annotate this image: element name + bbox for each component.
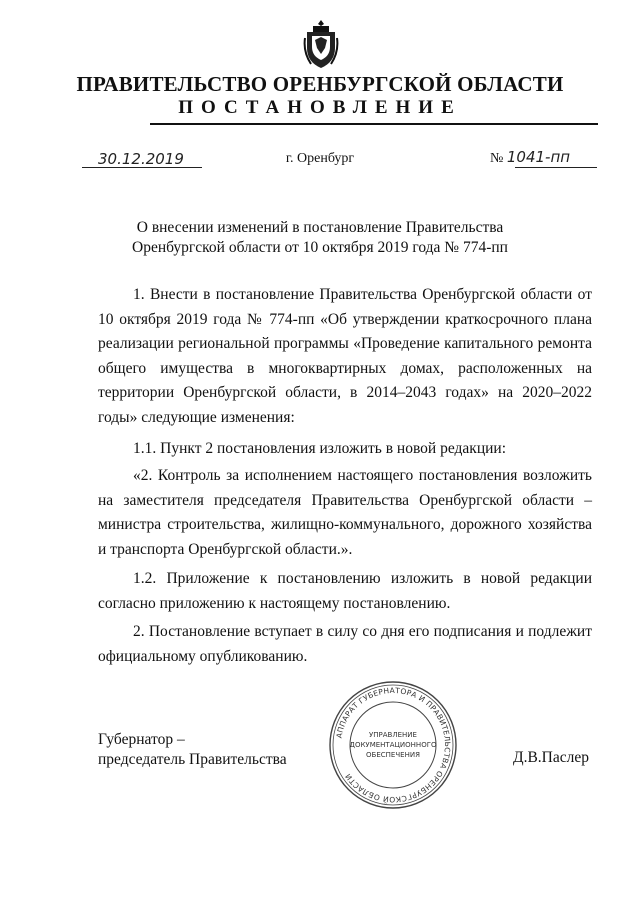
subject-line-1: О внесении изменений в постановление Правительства <box>136 219 504 236</box>
document-type-title: ПОСТАНОВЛЕНИЕ <box>178 97 462 118</box>
stamp-center-line-2: ДОКУМЕНТАЦИОННОГО <box>349 741 437 749</box>
paragraph-quote: «2. Контроль за исполнением настоящего постановления возложить на заместителя председателя Правительства Оренбургской области – министра строительства, жилищно-коммунального, дорожного хозяйства и транспорта Оренбургской области.». <box>98 467 592 558</box>
paragraph-1-1: 1.1. Пункт 2 постановления изложить в новой редакции: <box>133 440 507 457</box>
number-underline <box>515 167 597 168</box>
coat-of-arms-emblem <box>303 18 339 70</box>
signatory-name: Д.В.Паслер <box>513 749 589 766</box>
signatory-position <box>98 730 287 770</box>
signatory-position-line-2: председатель Правительства <box>98 751 287 768</box>
document-number <box>490 148 570 167</box>
organization-title: ПРАВИТЕЛЬСТВО ОРЕНБУРГСКОЙ ОБЛАСТИ <box>76 72 564 96</box>
official-stamp <box>327 679 459 811</box>
paragraph-1-2: 1.2. Приложение к постановлению изложить в новой редакции согласно приложению к настоящему постановлению. <box>98 570 592 612</box>
date-underline <box>82 167 202 168</box>
document-city: г. Оренбург <box>285 151 355 166</box>
paragraph-1: 1. Внести в постановление Правительства Оренбургской области от 10 октября 2019 года № 774-пп «Об утверждении краткосрочного плана реализации региональной программы «Проведение капитального ремонта общего имущества в многоквартирных домах, расположенных на территории Оренбургской области, в 2014–2043 годах» на 2020–2022 годы» следующие изменения: <box>98 286 592 426</box>
header-divider <box>150 123 598 125</box>
document-date: 30.12.2019 <box>98 150 184 168</box>
stamp-center-line-3: ОБЕСПЕЧЕНИЯ <box>366 751 420 759</box>
signatory-position-line-1: Губернатор – <box>98 731 185 748</box>
number-value: 1041-пп <box>506 148 571 166</box>
paragraph-2: 2. Постановление вступает в силу со дня его подписания и подлежит официальному опубликованию. <box>98 623 592 665</box>
document-subject <box>100 218 540 258</box>
subject-line-2: Оренбургской области от 10 октября 2019 года № 774-пп <box>132 239 508 256</box>
number-label: № <box>490 151 504 166</box>
stamp-center-line-1: УПРАВЛЕНИЕ <box>369 731 417 739</box>
stamp-ring-text: АППАРАТ ГУБЕРНАТОРА И ПРАВИТЕЛЬСТВА ОРЕНБУРГСКОЙ ОБЛАСТИ <box>334 685 453 805</box>
